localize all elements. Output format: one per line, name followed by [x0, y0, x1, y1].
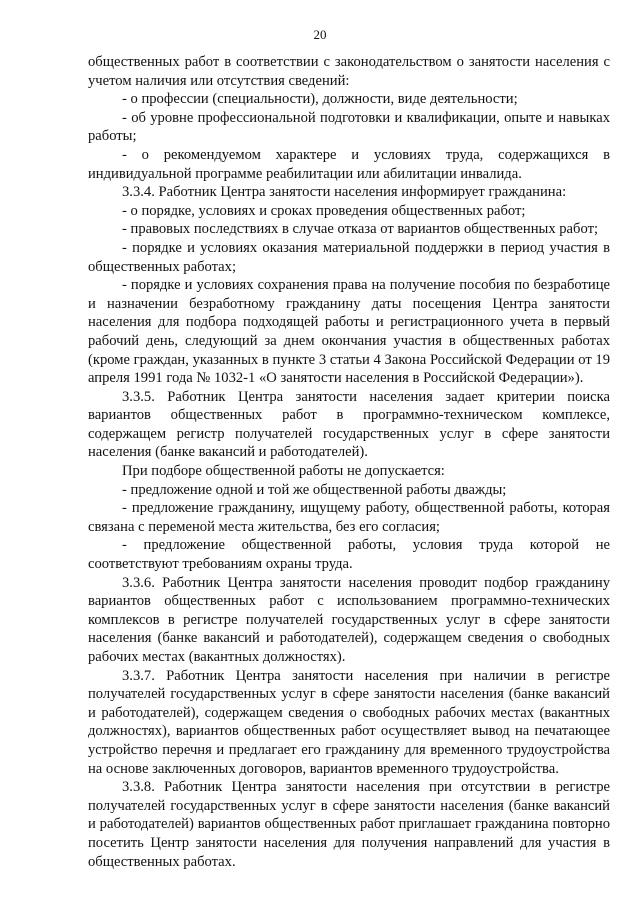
paragraph: 3.3.4. Работник Центра занятости населения информирует гражданина: — [122, 184, 567, 201]
paragraph: - о порядке, условиях и сроках проведения общественных работ; — [122, 202, 526, 219]
paragraph: - об уровне профессиональной подготовки и квалификации, опыте и навыках работы; — [88, 109, 610, 145]
paragraph: - правовых последствиях в случае отказа от вариантов общественных работ; — [122, 221, 598, 238]
paragraph: 3.3.5. Работник Центра занятости населения задает критерии поиска вариантов общественных работ в программно-техническом комплексе, содержащем регистр получателей государственных услуг в сфере занятости населения (банке вакансий и работодателей). — [88, 388, 610, 461]
paragraph: 3.3.6. Работник Центра занятости населения проводит подбор гражданину вариантов общественных работ с использованием программно-технических комплексов в регистре получателей государственных услуг в сфере занятости населения (банке вакансий и работодателей), содержащем сведения о свободных рабочих местах (вакантных должностях). — [88, 574, 610, 665]
paragraph: - порядке и условиях оказания материальной поддержки в период участия в общественных работах; — [88, 239, 610, 275]
document-body — [88, 53, 610, 871]
paragraph: 3.3.7. Работник Центра занятости населения при наличии в регистре получателей государственных услуг в сфере занятости населения (банке вакансий и работодателей), содержащем сведения о свободных рабочих местах (вакантных должностях), вариантов общественных работ осуществляет вывод на печатающее устройство перечня и предлагает его гражданину для временного трудоустройства на основе заключенных договоров, вариантов временного трудоустройства. — [88, 667, 610, 777]
paragraph: - о профессии (специальности), должности, виде деятельности; — [122, 91, 518, 108]
paragraph: общественных работ в соответствии с законодательством о занятости населения с учетом наличия или отсутствия сведений: — [88, 54, 610, 89]
paragraph: - о рекомендуемом характере и условиях труда, содержащихся в индивидуальной программе реабилитации или абилитации инвалида. — [88, 146, 610, 182]
paragraph: 3.3.8. Работник Центра занятости населения при отсутствии в регистре получателей государственных услуг в сфере занятости населения (банке вакансий и работодателей) вариантов общественных работ приглашает гражданина повторно посетить Центр занятости населения для получения направлений для участия в общественных работах. — [88, 779, 610, 870]
paragraph: - порядке и условиях сохранения права на получение пособия по безработице и назначении безработному гражданину даты посещения Центра занятости населения для подбора подходящей работы и регистрационного учета в первый рабочий день, следующий за днем окончания участия в общественных работах (кроме граждан, указанных в пункте 3 статьи 4 Закона Российской Федерации от 19 апреля 1991 года № 1032-1 «О занятости населения в Российской Федерации»). — [88, 277, 610, 387]
paragraph: - предложение гражданину, ищущему работу, общественной работы, которая связана с переменой места жительства, без его согласия; — [88, 500, 610, 535]
paragraph: - предложение общественной работы, условия труда которой не соответствуют требованиям охраны труда. — [88, 537, 610, 573]
page-number: 20 — [313, 27, 327, 42]
paragraph: - предложение одной и той же общественной работы дважды; — [122, 481, 507, 498]
paragraph: При подборе общественной работы не допускается: — [122, 463, 445, 480]
